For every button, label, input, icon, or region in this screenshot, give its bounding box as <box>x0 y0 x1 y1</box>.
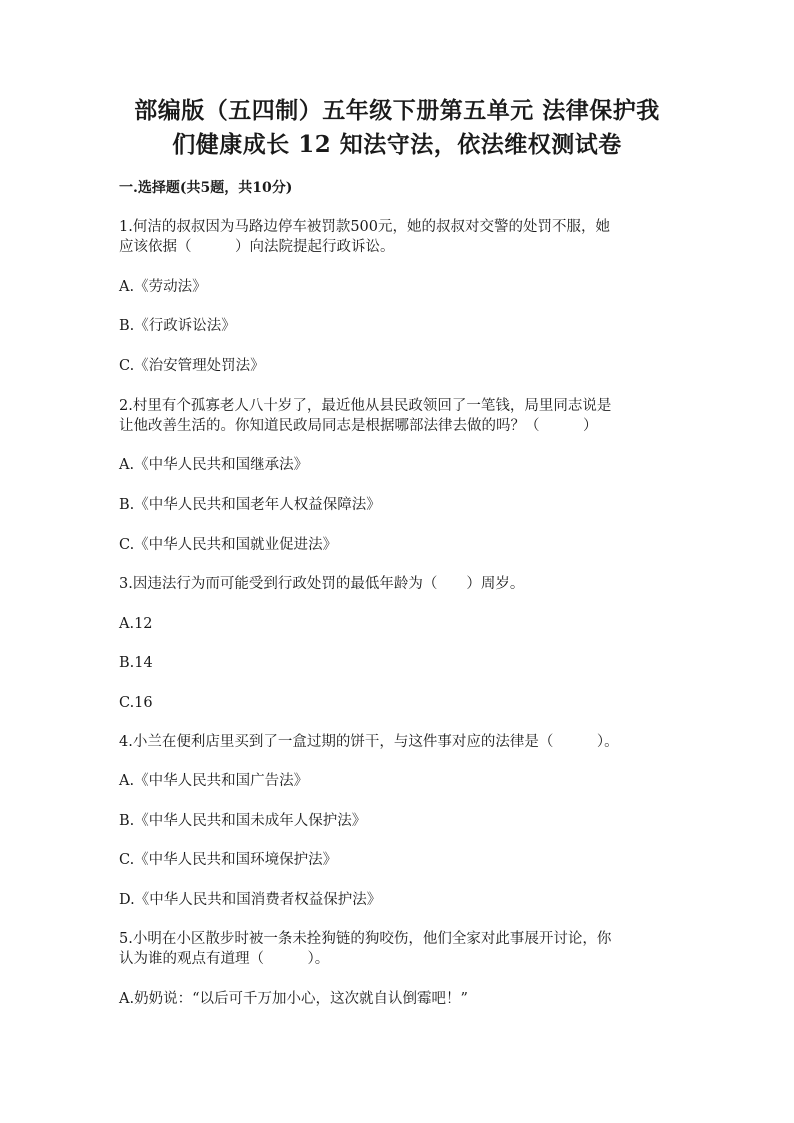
question-1-stem-line-1: 1.何洁的叔叔因为马路边停车被罚款500元，她的叔叔对交警的处罚不服，她 <box>119 219 611 235</box>
question-4-option-c: C.《中华人民共和国环境保护法》 <box>119 852 338 868</box>
question-2-stem-line-2: 让他改善生活的。你知道民政局同志是根据哪部法律去做的吗？（ ） <box>119 418 598 434</box>
question-1-option-a: A.《劳动法》 <box>119 279 207 295</box>
page-title-line-1: 部编版（五四制）五年级下册第五单元 法律保护我 <box>134 97 660 124</box>
question-4-option-d: D.《中华人民共和国消费者权益保护法》 <box>119 892 382 908</box>
question-3-option-b: B.14 <box>119 655 153 671</box>
question-4-option-b: B.《中华人民共和国未成年人保护法》 <box>119 813 367 829</box>
question-5-stem <box>119 929 679 969</box>
question-3-stem-line-1: 3.因违法行为而可能受到行政处罚的最低年龄为（ ）周岁。 <box>119 576 525 592</box>
question-1-option-c: C.《治安管理处罚法》 <box>119 358 265 374</box>
question-5-stem-line-2: 认为谁的观点有道理（ ）。 <box>119 951 330 967</box>
question-2-option-a: A.《中华人民共和国继承法》 <box>119 457 309 473</box>
question-2-stem <box>119 396 679 436</box>
question-1-stem <box>119 217 679 257</box>
question-1-stem-line-2: 应该依据（ ）向法院提起行政诉讼。 <box>119 239 395 255</box>
question-5-stem-line-1: 5.小明在小区散步时被一条未拴狗链的狗咬伤，他们全家对此事展开讨论，你 <box>119 931 612 947</box>
question-3-stem <box>119 574 679 594</box>
question-2-option-c: C.《中华人民共和国就业促进法》 <box>119 537 338 553</box>
question-4-option-a: A.《中华人民共和国广告法》 <box>119 773 309 789</box>
question-3-option-a: A.12 <box>119 616 153 632</box>
question-4-stem <box>119 732 679 752</box>
question-5-option-a: A.奶奶说：“以后可千万加小心，这次就自认倒霉吧！” <box>119 991 468 1007</box>
question-2-stem-line-1: 2.村里有个孤寡老人八十岁了，最近他从县民政领回了一笔钱，局里同志说是 <box>119 398 612 414</box>
question-3-option-c: C.16 <box>119 695 153 711</box>
question-4-stem-line-1: 4.小兰在便利店里买到了一盒过期的饼干，与这件事对应的法律是（ ）。 <box>119 734 619 750</box>
question-2-option-b: B.《中华人民共和国老年人权益保障法》 <box>119 497 381 513</box>
section-heading: 一.选择题(共5题，共10分) <box>119 180 293 196</box>
page-title-line-2: 们健康成长 12 知法守法，依法维权测试卷 <box>172 131 622 158</box>
question-1-option-b: B.《行政诉讼法》 <box>119 318 236 334</box>
